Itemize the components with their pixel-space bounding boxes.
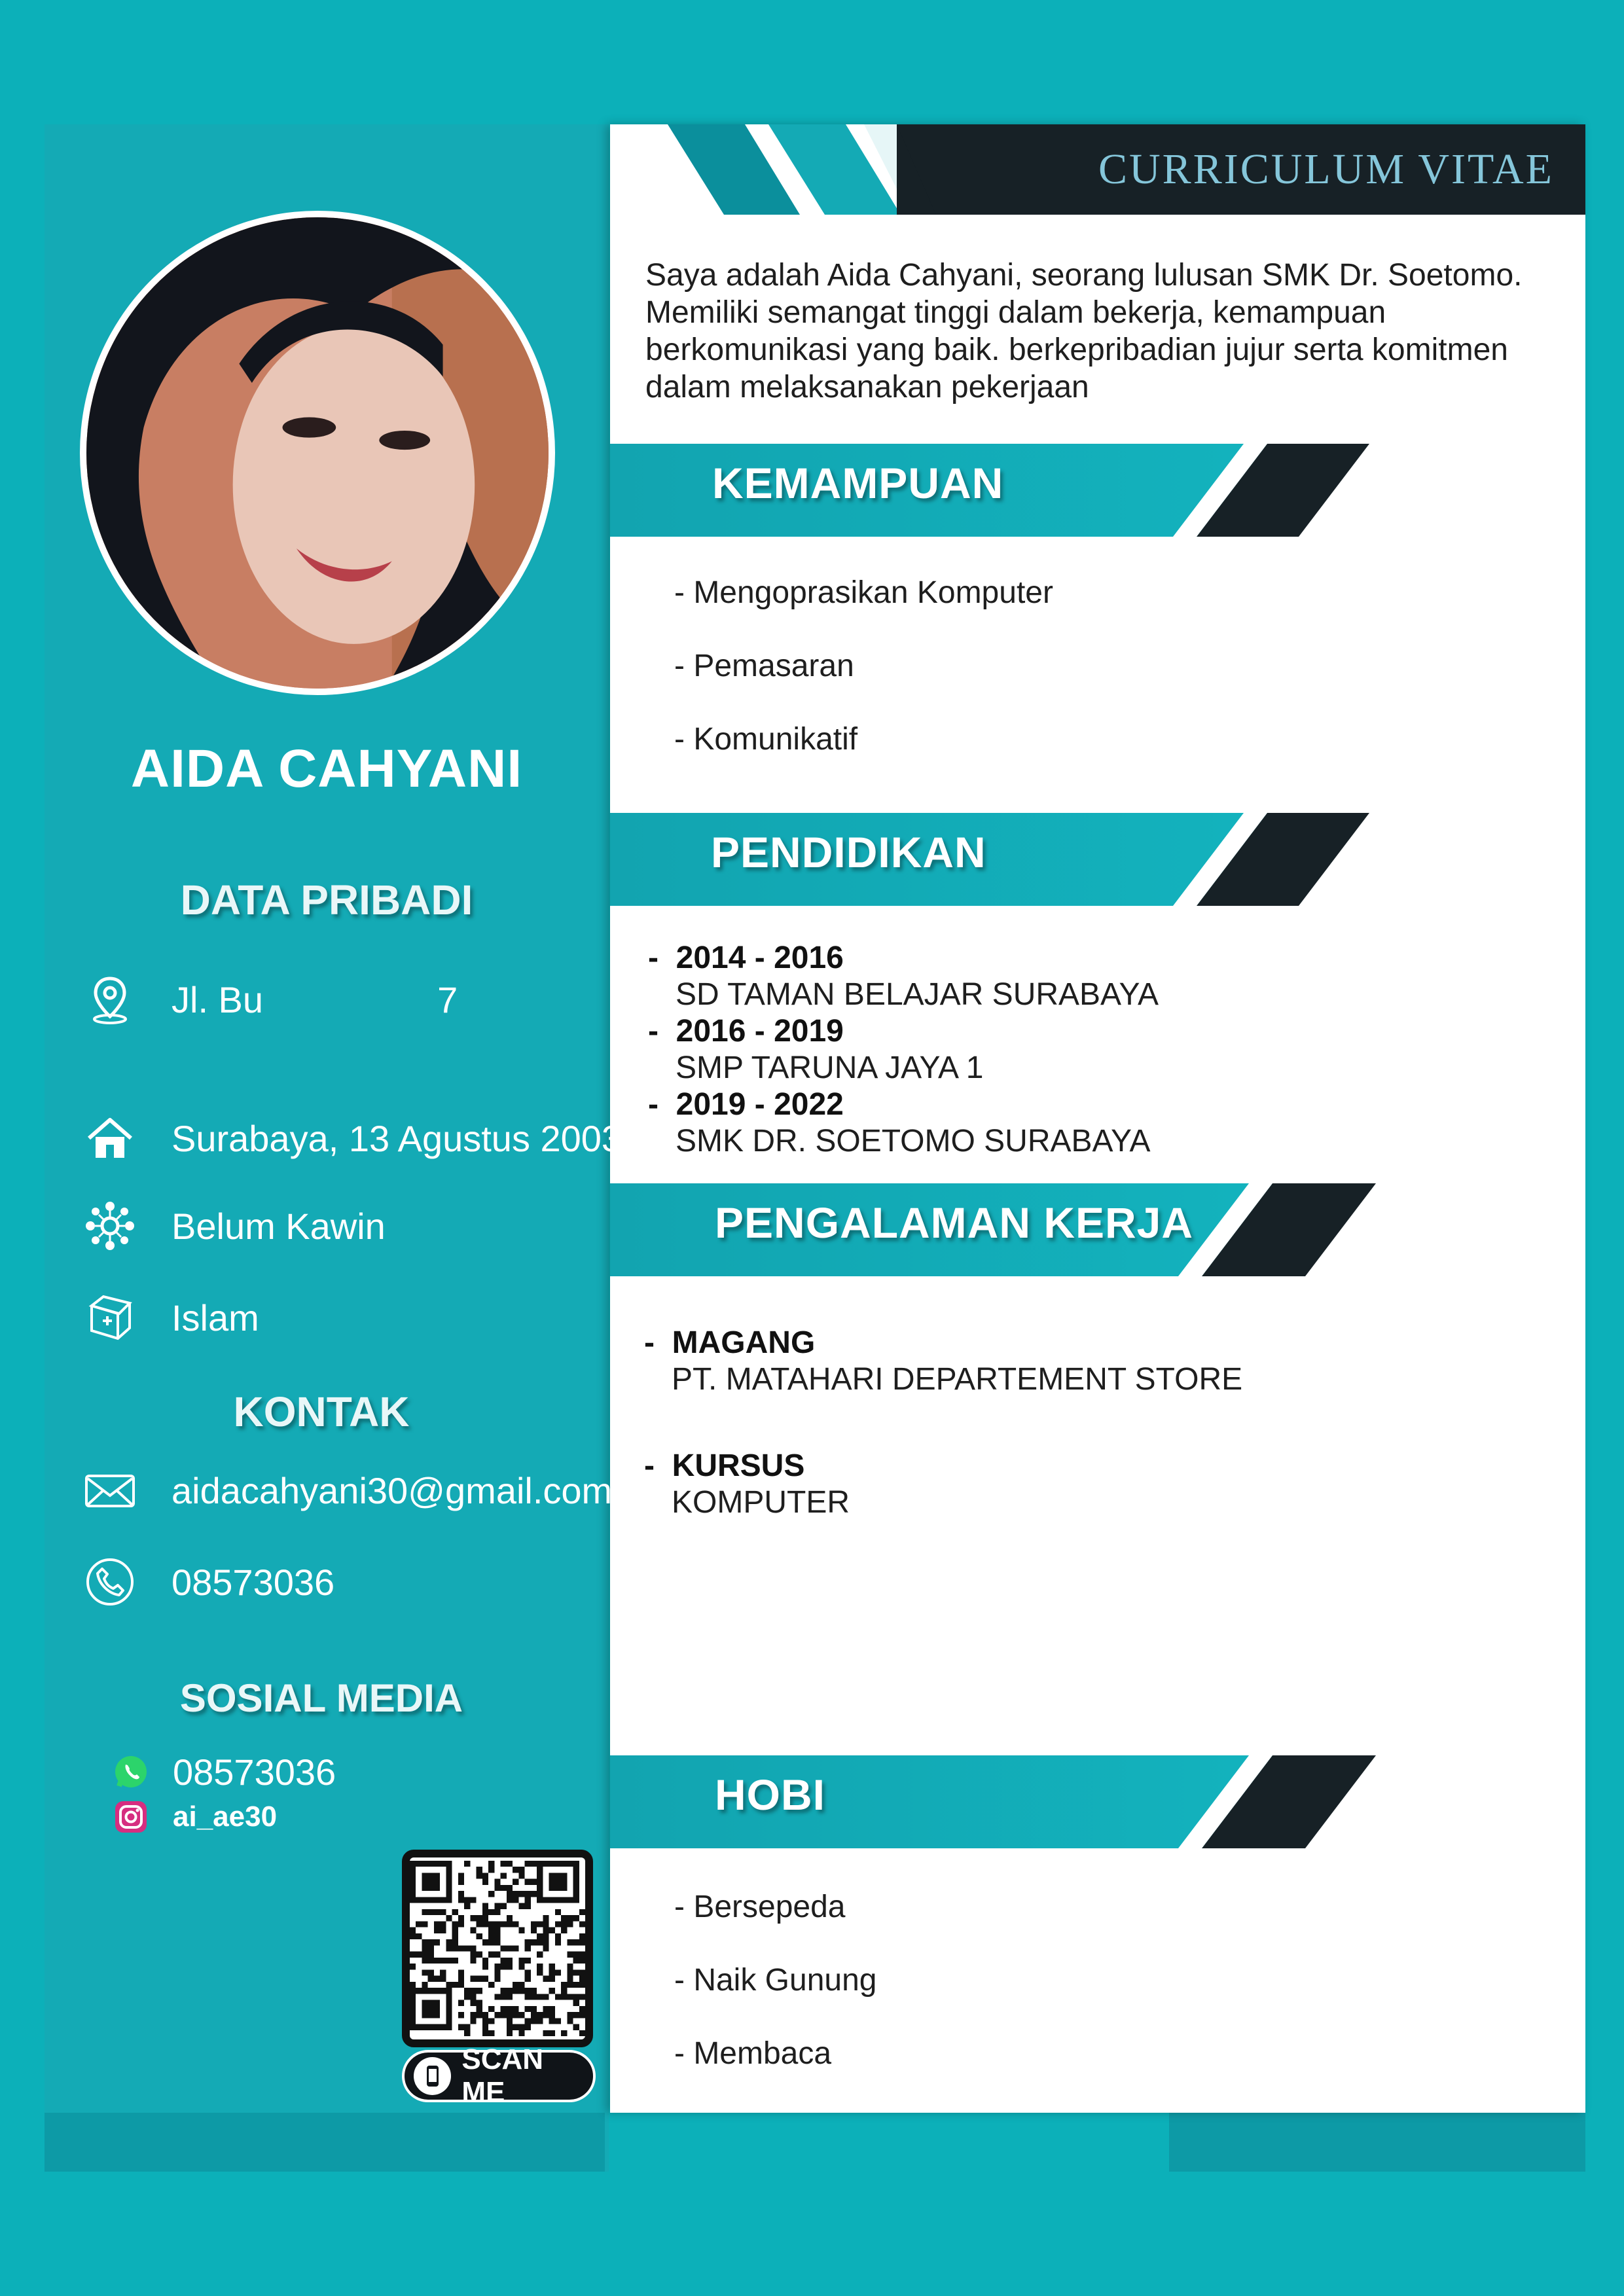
address-row <box>84 970 458 1029</box>
skill-item: - Mengoprasikan Komputer <box>674 575 1053 610</box>
location-pin-icon <box>84 970 147 1029</box>
full-name: AIDA CAHYANI <box>130 739 523 798</box>
education-years: - 2019 - 2022 <box>648 1087 844 1122</box>
education-school: SMP TARUNA JAYA 1 <box>676 1050 984 1085</box>
experience-role: - MAGANG <box>644 1325 816 1360</box>
phone-icon <box>84 1552 147 1611</box>
contact-title: KONTAK <box>233 1388 410 1435</box>
instagram-icon <box>113 1799 149 1835</box>
experience-title: PENGALAMAN KERJA <box>715 1198 1194 1247</box>
hobby-item: - Membaca <box>674 2036 832 2071</box>
about-text: Saya adalah Aida Cahyani, seorang lulusan SMK Dr. Soetomo. Memiliki semangat tinggi dalam bekerja, kemampuan berkomunikasi yang baik. berkepribadian jujur serta komitmen dalam melaksanakan pekerjaan <box>645 258 1523 404</box>
whatsapp-row <box>113 1749 336 1795</box>
email-text[interactable]: aidacahyani30@gmail.com <box>171 1469 613 1511</box>
qr-code[interactable] <box>402 1850 593 2047</box>
phone-scan-icon <box>414 2057 451 2095</box>
personal-data-title: DATA PRIBADI <box>180 876 473 924</box>
religion-text: Islam <box>171 1297 259 1338</box>
scan-me-label: SCAN ME <box>461 2043 544 2108</box>
marital-text: Belum Kawin <box>171 1205 386 1247</box>
email-row <box>84 1461 612 1520</box>
marital-row <box>84 1196 386 1255</box>
hobby-item: - Bersepeda <box>674 1890 846 1924</box>
whatsapp-text[interactable]: 08573036 <box>173 1751 336 1793</box>
instagram-row <box>113 1797 277 1837</box>
education-years: - 2014 - 2016 <box>648 941 844 975</box>
skill-item: - Komunikatif <box>674 722 858 757</box>
address-text: Jl. Bu <box>171 978 264 1020</box>
address-text-tail: 7 <box>437 978 458 1020</box>
experience-place: PT. MATAHARI DEPARTEMENT STORE <box>672 1362 1243 1397</box>
education-title: PENDIDIKAN <box>711 828 986 876</box>
birth-row <box>84 1109 622 1168</box>
experience-role: - KURSUS <box>644 1448 805 1483</box>
left-footer-bar <box>45 2113 605 2172</box>
phone-text[interactable]: 08573036 <box>171 1561 335 1603</box>
social-media-title: SOSIAL MEDIA <box>179 1676 463 1720</box>
cv-title: CURRICULUM VITAE <box>1098 145 1554 193</box>
whatsapp-icon <box>113 1753 149 1790</box>
education-school: SMK DR. SOETOMO SURABAYA <box>676 1124 1151 1158</box>
scan-me-badge <box>402 2043 596 2108</box>
people-network-icon <box>84 1196 147 1255</box>
hobbies-title: HOBI <box>715 1770 825 1819</box>
book-icon <box>84 1288 147 1347</box>
mail-icon <box>84 1461 147 1520</box>
skill-item: - Pemasaran <box>674 649 854 683</box>
instagram-text[interactable]: ai_ae30 <box>173 1801 278 1833</box>
hobby-item: - Naik Gunung <box>674 1963 877 1998</box>
education-years-text: 2014 - 2016 <box>676 941 844 975</box>
birth-text: Surabaya, 13 Agustus 2003 <box>171 1117 623 1159</box>
education-years-text: 2019 - 2022 <box>676 1087 844 1122</box>
education-years-text: 2016 - 2019 <box>676 1014 844 1049</box>
education-years: - 2016 - 2019 <box>648 1014 844 1049</box>
skills-title: KEMAMPUAN <box>712 459 1004 507</box>
experience-role-text: KURSUS <box>672 1448 805 1483</box>
profile-photo <box>80 211 555 695</box>
experience-role-text: MAGANG <box>672 1325 816 1360</box>
education-school: SD TAMAN BELAJAR SURABAYA <box>676 977 1159 1012</box>
right-footer-bar <box>1169 2113 1585 2172</box>
experience-place: KOMPUTER <box>672 1485 850 1520</box>
religion-row <box>84 1288 259 1347</box>
phone-row <box>84 1552 334 1611</box>
home-icon <box>84 1109 147 1168</box>
